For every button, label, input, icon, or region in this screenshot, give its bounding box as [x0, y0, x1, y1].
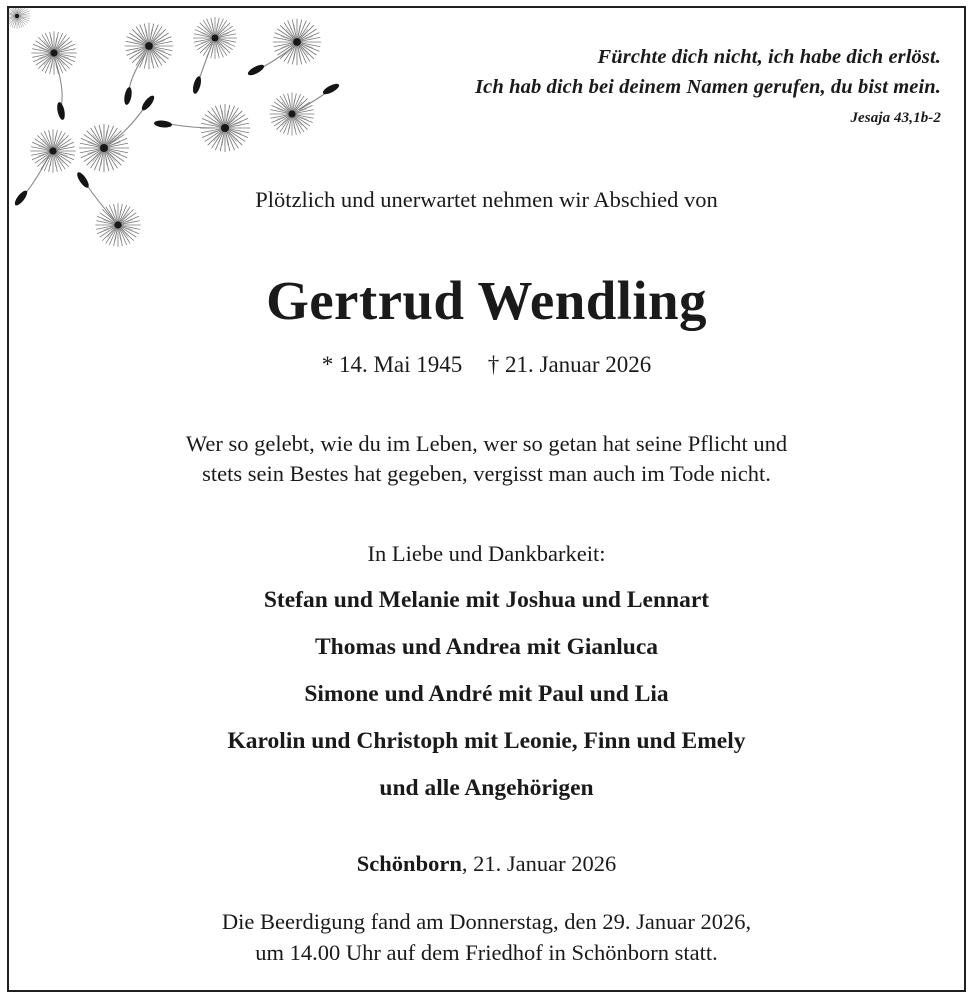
funeral-information: [9, 906, 964, 968]
memorial-verse-line-2: stets sein Bestes hat gegeben, vergisst man auch im Tode nicht.: [202, 461, 771, 486]
dandelion-seeds-illustration: [9, 8, 349, 253]
place-date-rest: , 21. Januar 2026: [461, 851, 617, 876]
mourner-line: Stefan und Melanie mit Joshua und Lennart: [263, 587, 710, 613]
scripture-quote: [341, 42, 941, 128]
birth-date: 14. Mai 1945: [338, 352, 463, 377]
scripture-line-2: Ich hab dich bei deinem Namen gerufen, du bist mein.: [475, 76, 941, 98]
funeral-line-1: Die Beerdigung fand am Donnerstag, den 29. Januar 2026,: [221, 909, 752, 934]
memorial-verse: [9, 429, 964, 489]
birth-symbol: *: [321, 352, 334, 377]
place-and-date: [9, 849, 964, 879]
life-dates: [9, 350, 964, 380]
funeral-line-2: um 14.00 Uhr auf dem Friedhof in Schönborn statt.: [255, 940, 718, 965]
mourner-line: und alle Angehörigen: [379, 775, 594, 801]
death-symbol: †: [487, 352, 500, 377]
death-date: 21. Januar 2026: [505, 352, 652, 377]
mourner-line: Karolin und Christoph mit Leonie, Finn und Emely: [227, 728, 746, 754]
mourners-intro: In Liebe und Dankbarkeit:: [367, 541, 606, 566]
scripture-line-1: Fürchte dich nicht, ich habe dich erlöst.: [597, 46, 941, 68]
deceased-name: Gertrud Wendling: [266, 270, 707, 331]
mourner-line: Simone und André mit Paul und Lia: [304, 681, 669, 707]
announcement-intro: Plötzlich und unerwartet nehmen wir Abschied von: [255, 187, 718, 212]
mourners-section: [9, 539, 964, 803]
mourner-line: Thomas und Andrea mit Gianluca: [314, 634, 658, 660]
death-notice-card: [7, 6, 966, 992]
memorial-verse-line-1: Wer so gelebt, wie du im Leben, wer so getan hat seine Pflicht und: [185, 431, 788, 456]
scripture-reference: Jesaja 43,1b-2: [850, 110, 941, 126]
place-name: Schönborn: [356, 851, 462, 876]
